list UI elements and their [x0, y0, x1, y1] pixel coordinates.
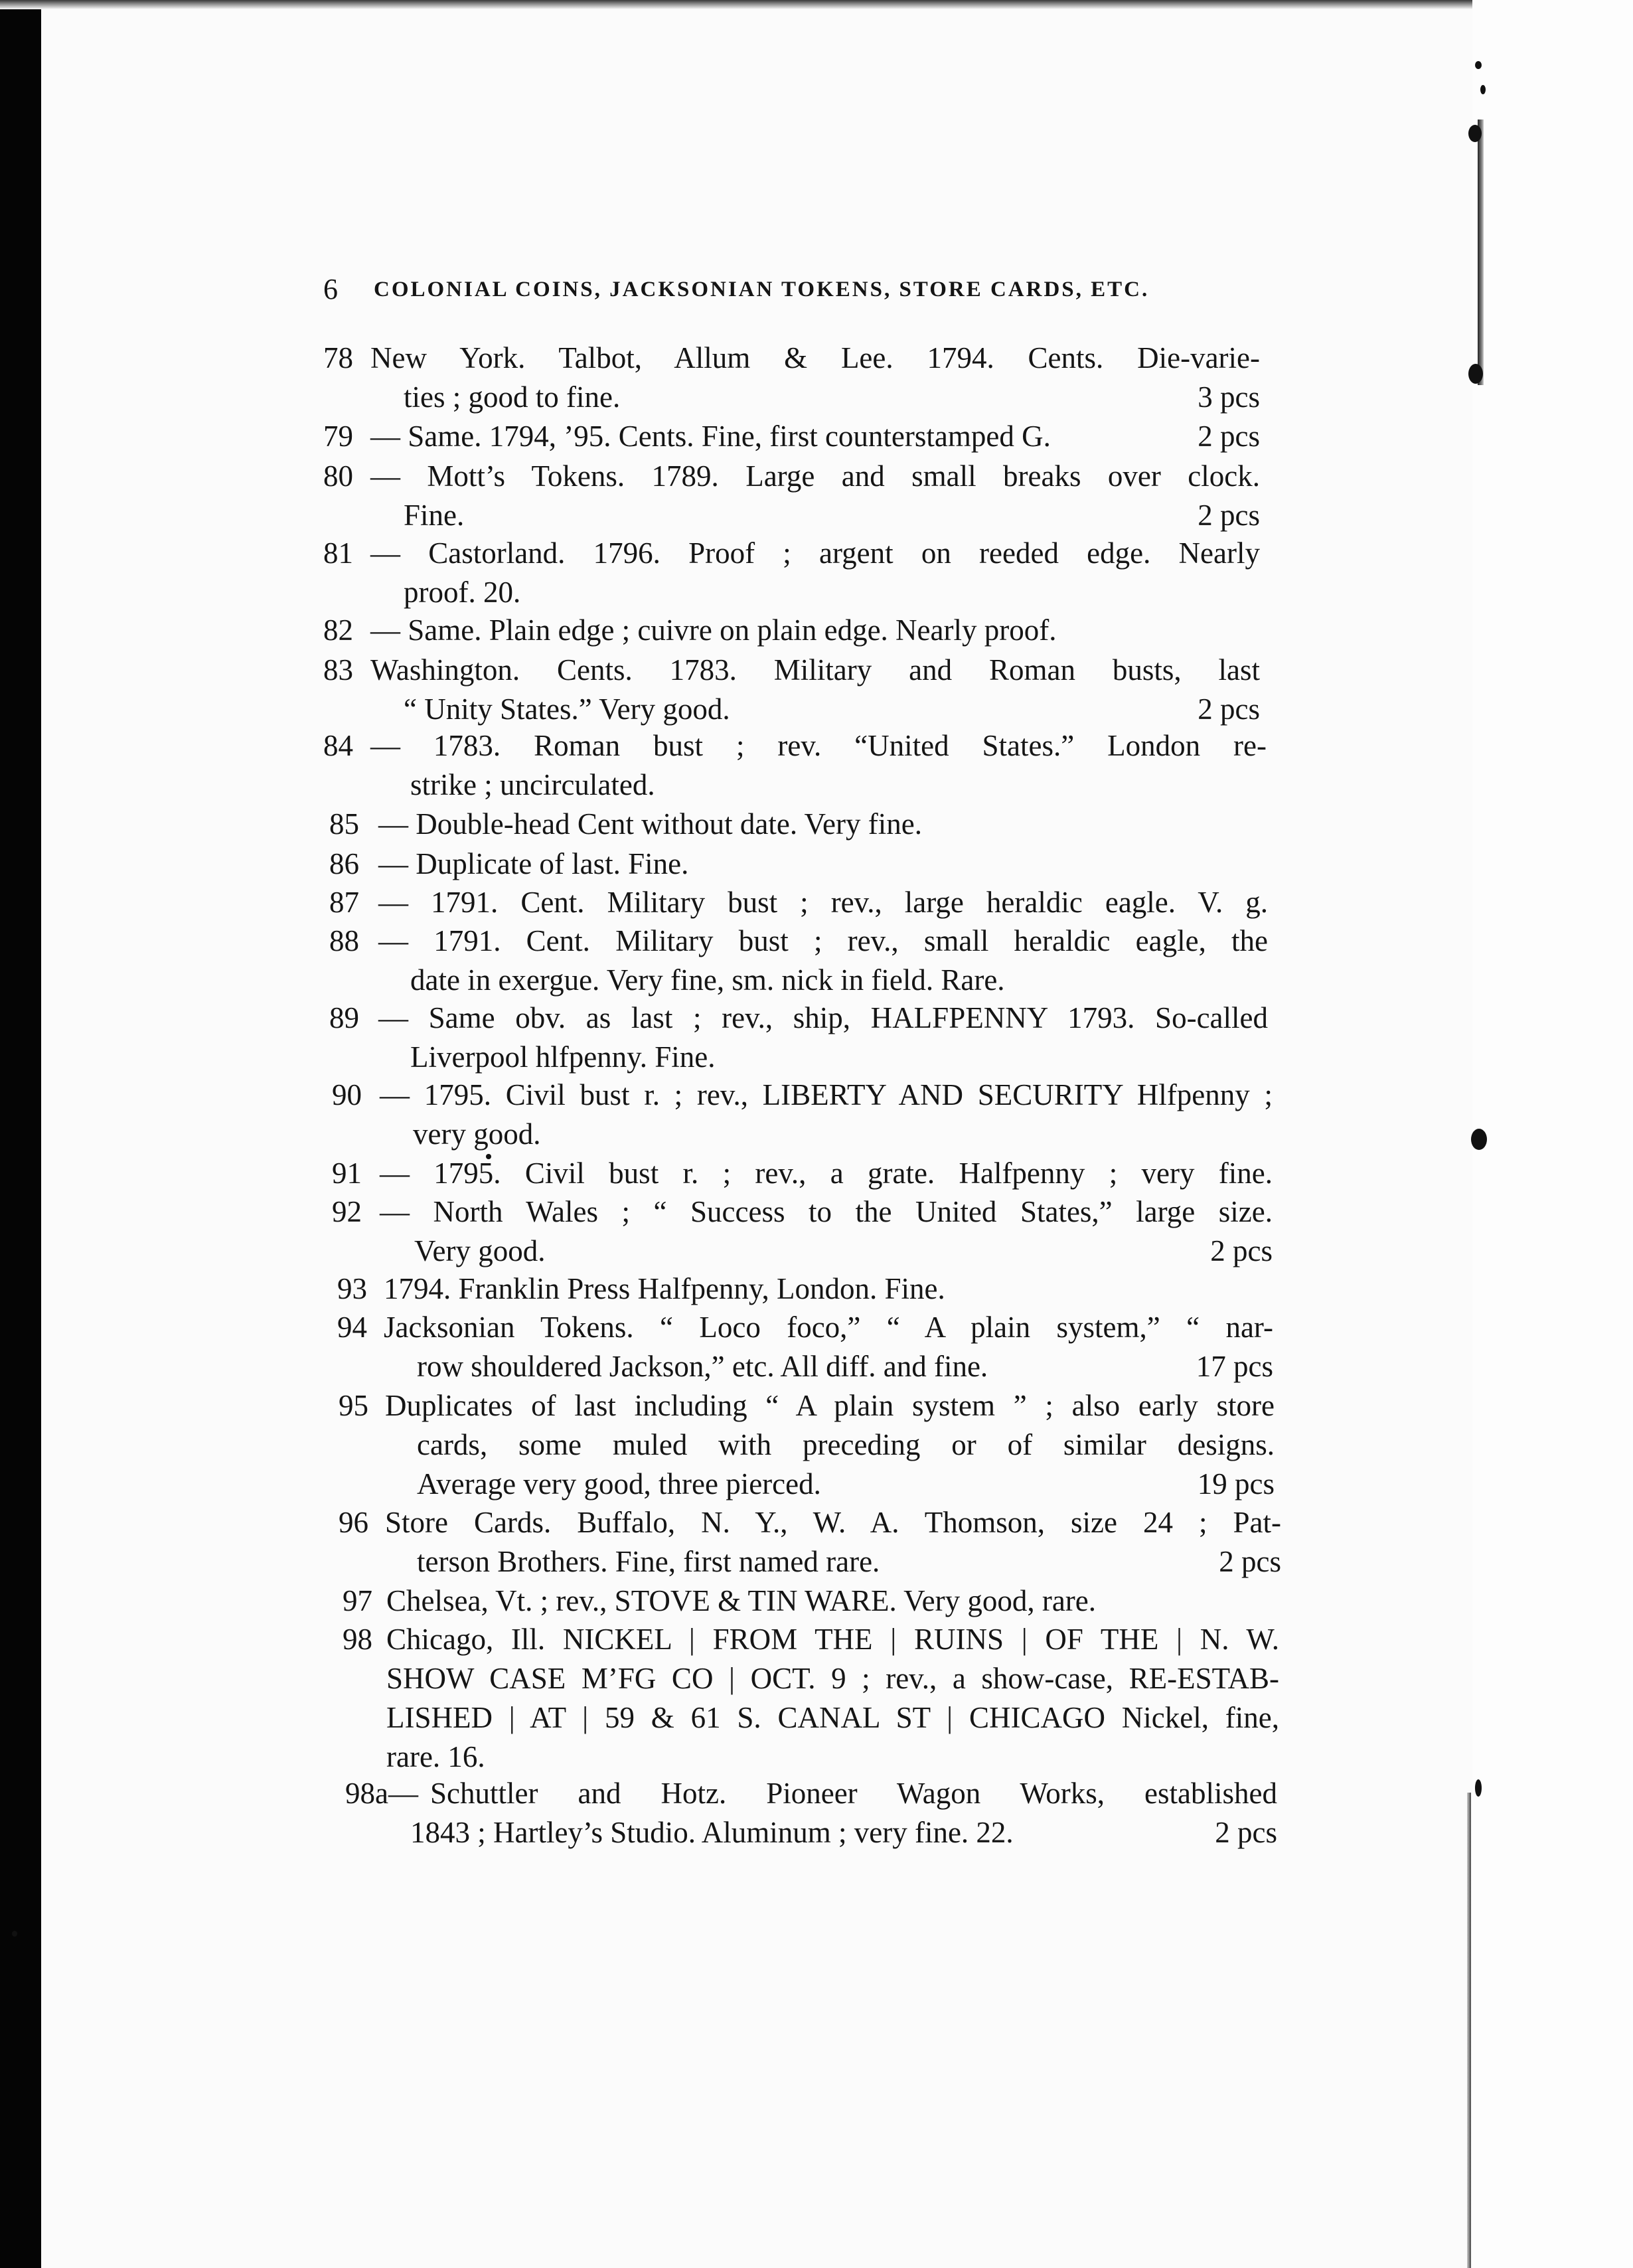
lot-number: 96: [339, 1506, 368, 1539]
entry-line: [417, 1425, 1275, 1465]
entry-text: Washington. Cents. 1783. Military and Roman busts, last: [370, 653, 1260, 687]
entry-text: — 1783. Roman bust ; rev. “United States.” London re-: [370, 729, 1267, 762]
entry-text: strike ; uncirculated.: [410, 768, 655, 801]
lot-number: 79: [323, 420, 353, 453]
entry-text: Jacksonian Tokens. “ Loco foco,” “ A plain system,” “ nar-: [384, 1311, 1273, 1344]
lot-number: 89: [329, 1001, 359, 1034]
lot-number: 78: [323, 341, 353, 374]
entry-text: New York. Talbot, Allum & Lee. 1794. Cents. Die-varie-: [370, 341, 1260, 374]
binding-edge-mark: [1467, 1793, 1471, 2268]
entry-text: “ Unity States.” Very good.: [404, 692, 730, 726]
entry-text: row shouldered Jackson,” etc. All diff. and fine.: [417, 1350, 988, 1383]
ink-speck: [1480, 85, 1486, 94]
quantity: 19 pcs: [1197, 1467, 1275, 1500]
lot-number: 95: [339, 1389, 368, 1422]
lot-number: 80: [323, 459, 353, 493]
ink-speck: [1471, 1129, 1487, 1150]
entry-text: SHOW CASE M’FG CO | OCT. 9 ; rev., a show-case, RE-ESTAB-: [386, 1662, 1279, 1695]
entry-line: [410, 1813, 1277, 1852]
entry-text: Fine.: [404, 499, 465, 532]
entry-line: [386, 1620, 1279, 1659]
entry-text: very good.: [413, 1117, 541, 1151]
entry-line: [370, 457, 1260, 496]
entry-line: [404, 690, 1260, 729]
lot-number: 98a—: [345, 1777, 418, 1810]
entry-text: — North Wales ; “ Success to the United States,” large size.: [380, 1195, 1273, 1228]
quantity: 2 pcs: [1210, 1234, 1273, 1267]
lot-number: 93: [337, 1272, 367, 1305]
entry-line: [370, 651, 1260, 690]
lot-number: 85: [329, 807, 359, 841]
entry-text: — Castorland. 1796. Proof ; argent on reeded edge. Nearly: [370, 536, 1260, 570]
entry-line: [384, 1269, 1273, 1309]
lot-number: 84: [323, 729, 353, 762]
entry-text: terson Brothers. Fine, first named rare.: [417, 1545, 880, 1578]
entry-line: [384, 1308, 1273, 1347]
entry-line: [385, 1503, 1281, 1542]
entry-text: — Same. 1794, ’95. Cents. Fine, first counterstamped G.: [370, 420, 1051, 453]
entry-text: Average very good, three pierced.: [417, 1467, 821, 1500]
entry-text: Liverpool hlfpenny. Fine.: [410, 1040, 716, 1074]
entry-text: Store Cards. Buffalo, N. Y., W. A. Thomson, size 24 ; Pat-: [385, 1506, 1281, 1539]
entry-text: date in exergue. Very fine, sm. nick in field. Rare.: [410, 963, 1005, 997]
entry-text: ties ; good to fine.: [404, 380, 621, 414]
entry-text: — Same obv. as last ; rev., ship, HALFPENNY 1793. So-called: [378, 1001, 1268, 1034]
entry-line: [370, 726, 1267, 766]
entry-line: [370, 534, 1260, 573]
entry-line: [430, 1774, 1277, 1813]
entry-text: Duplicates of last including “ A plain system ” ; also early store: [385, 1389, 1275, 1422]
entry-line: [380, 1076, 1273, 1115]
entry-line: [378, 922, 1268, 961]
right-margin: [1472, 0, 1633, 2268]
scan-edge-shadow: [0, 0, 41, 2268]
entry-text: proof. 20.: [404, 576, 521, 609]
entry-line: [370, 339, 1260, 378]
lot-number: 83: [323, 653, 353, 687]
entry-text: Very good.: [414, 1234, 546, 1267]
binding-edge-mark: [1478, 120, 1484, 385]
running-header: [323, 272, 1299, 309]
ink-speck: [1468, 125, 1482, 142]
entry-line: [378, 999, 1268, 1038]
entry-line: [378, 845, 1268, 884]
entry-text: rare. 16.: [386, 1740, 485, 1773]
entry-line: [404, 573, 1260, 612]
lot-number: 92: [332, 1195, 362, 1228]
entry-line: [417, 1347, 1273, 1386]
entry-line: [410, 961, 1268, 1000]
entry-line: [410, 1038, 1268, 1077]
lot-number: 87: [329, 886, 359, 919]
quantity: 17 pcs: [1196, 1350, 1273, 1383]
entry-text: — Mott’s Tokens. 1789. Large and small breaks over clock.: [370, 459, 1260, 493]
entry-line: [370, 611, 1260, 650]
ink-speck: [1475, 1779, 1482, 1797]
entry-text: — 1791. Cent. Military bust ; rev., large heraldic eagle. V. g.: [378, 886, 1268, 919]
entry-line: [414, 1232, 1273, 1271]
lot-number: 98: [343, 1623, 372, 1656]
entry-line: [404, 378, 1260, 417]
entry-line: [386, 1581, 1276, 1621]
entry-line: [417, 1465, 1275, 1504]
entry-line: [380, 1154, 1273, 1193]
entry-text: Chelsea, Vt. ; rev., STOVE & TIN WARE. Very good, rare.: [386, 1584, 1097, 1617]
page-number: 6: [323, 273, 338, 305]
quantity: 2 pcs: [1219, 1545, 1281, 1578]
entry-line: [378, 805, 1268, 844]
lot-number: 94: [337, 1311, 367, 1344]
lot-number: 81: [323, 536, 353, 570]
entry-text: — 1791. Cent. Military bust ; rev., small heraldic eagle, the: [378, 924, 1268, 957]
lot-number: 86: [329, 847, 359, 880]
quantity: 2 pcs: [1198, 499, 1260, 532]
quantity: 2 pcs: [1215, 1816, 1277, 1849]
lot-number: 82: [323, 613, 353, 647]
entry-line: [386, 1738, 1279, 1777]
scan-top-edge: [0, 0, 1633, 9]
entry-line: [386, 1698, 1279, 1738]
ink-speck: [1475, 61, 1482, 69]
entry-text: — Duplicate of last. Fine.: [378, 847, 689, 880]
lot-number: 97: [343, 1584, 372, 1617]
entry-text: Chicago, Ill. NICKEL | FROM THE | RUINS | OF THE | N. W.: [386, 1623, 1279, 1656]
ink-speck: [12, 1931, 17, 1937]
entry-line: [385, 1386, 1275, 1425]
entry-text: — 1795. Civil bust r. ; rev., LIBERTY AND SECURITY Hlfpenny ;: [380, 1078, 1273, 1111]
entry-line: [413, 1115, 1273, 1154]
entry-text: — Same. Plain edge ; cuivre on plain edge. Nearly proof.: [370, 613, 1057, 647]
ink-speck: [1468, 364, 1483, 384]
entry-line: [417, 1542, 1281, 1581]
entry-line: [386, 1659, 1279, 1698]
quantity: 2 pcs: [1198, 692, 1260, 726]
quantity: 2 pcs: [1198, 420, 1260, 453]
lot-number: 90: [332, 1078, 362, 1111]
entry-text: LISHED | AT | 59 & 61 S. CANAL ST | CHICAGO Nickel, fine,: [386, 1701, 1279, 1734]
entry-line: [410, 766, 1267, 805]
entry-line: [370, 417, 1260, 456]
entry-text: — Double-head Cent without date. Very fine.: [378, 807, 922, 841]
entry-line: [378, 883, 1268, 922]
entry-text: cards, some muled with preceding or of similar designs.: [417, 1428, 1275, 1461]
quantity: 3 pcs: [1198, 380, 1260, 414]
entry-text: 1794. Franklin Press Halfpenny, London. Fine.: [384, 1272, 945, 1305]
lot-number: 91: [332, 1157, 362, 1190]
entry-line: [380, 1192, 1273, 1232]
entry-text: Schuttler and Hotz. Pioneer Wagon Works, established: [430, 1777, 1277, 1810]
entry-text: 1843 ; Hartley’s Studio. Aluminum ; very fine. 22.: [410, 1816, 1014, 1849]
entry-line: [404, 496, 1260, 535]
running-title: COLONIAL COINS, JACKSONIAN TOKENS, STORE CARDS, ETC.: [374, 278, 1150, 301]
entry-text: — 1795. Civil bust r. ; rev., a grate. Halfpenny ; very fine.: [380, 1157, 1273, 1190]
lot-number: 88: [329, 924, 359, 957]
